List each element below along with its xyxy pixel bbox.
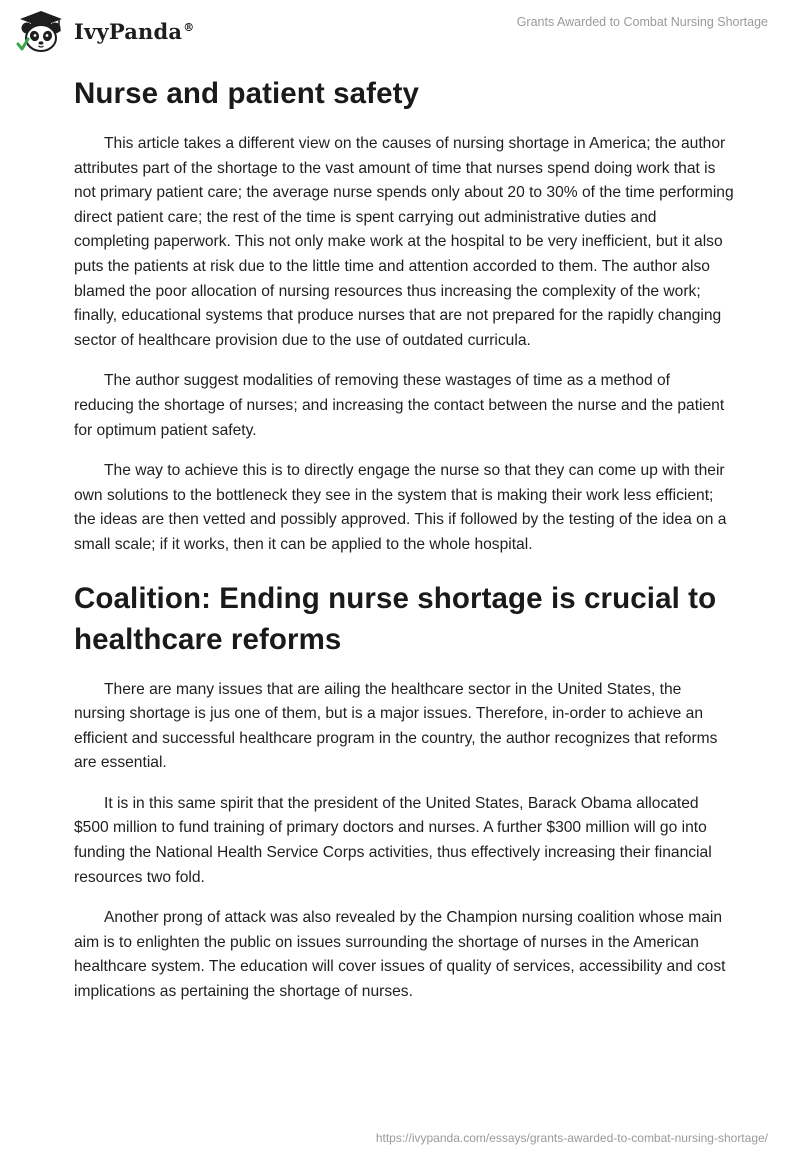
section-heading-coalition: Coalition: Ending nurse shortage is crucial to healthcare reforms — [74, 581, 717, 656]
paragraph: The author suggest modalities of removing these wastages of time as a method of reducing the shortage of nurses; and increasing the contact between the nurse and the patient for optimum patient safety. — [74, 372, 725, 439]
paragraph: This article takes a different view on the causes of nursing shortage in America; the author attributes part of the shortage to the vast amount of time that nurses spend doing work that is not primary patient care; the average nurse spends only about 20 to 30% of the time performing direct patient care; the rest of the time is spent carrying out administrative duties and completing paperwork. This not only make work at the hospital to be very inefficient, but it also puts the patients at risk due to the little time and attention accorded to them. The author also blamed the poor allocation of nursing resources thus increasing the complexity of the work; finally, educational systems that produce nurses that are not prepared for the rapidly changing sector of healthcare provision due to the use of outdated curricula. — [74, 135, 734, 349]
source-url-link[interactable]: https://ivypanda.com/essays/grants-awarded-to-combat-nursing-shortage/ — [375, 1131, 768, 1145]
paragraph: The way to achieve this is to directly engage the nurse so that they can come up with their own solutions to the bottleneck they see in the system that is making their work less efficient; the ideas are then vetted and possibly approved. This if followed by the testing of the idea on a small scale; if it works, then it can be applied to the whole hospital. — [74, 462, 727, 553]
document-title: Grants Awarded to Combat Nursing Shortage — [516, 15, 768, 29]
logo-text: IvyPanda® — [74, 18, 195, 44]
registered-mark: ® — [183, 20, 195, 34]
section-heading-nurse-patient-safety: Nurse and patient safety — [74, 77, 420, 110]
paragraph: It is in this same spirit that the president of the United States, Barack Obama allocated $500 million to fund training of primary doctors and nurses. A further $300 million will go into funding the National Health Service Corps activities, thus effectively increasing their financial resources two fold. — [74, 794, 712, 886]
ivypanda-logo[interactable] — [14, 8, 194, 54]
paragraph: Another prong of attack was also revealed by the Champion nursing coalition whose main aim is to enlighten the public on issues surrounding the shortage of nurses in the American healthcare system. The education will cover issues of quality of services, accessibility and cost implications as pertaining the shortage of nurses. — [74, 909, 726, 1001]
paragraph: There are many issues that are ailing the healthcare sector in the United States, the nursing shortage is jus one of them, but is a major issues. Therefore, in-order to achieve an efficient and successful healthcare program in the country, the author recognizes that reforms are essential. — [74, 680, 718, 772]
page-header — [0, 0, 800, 60]
panda-graduate-icon — [14, 8, 68, 54]
article-body — [74, 70, 734, 1021]
